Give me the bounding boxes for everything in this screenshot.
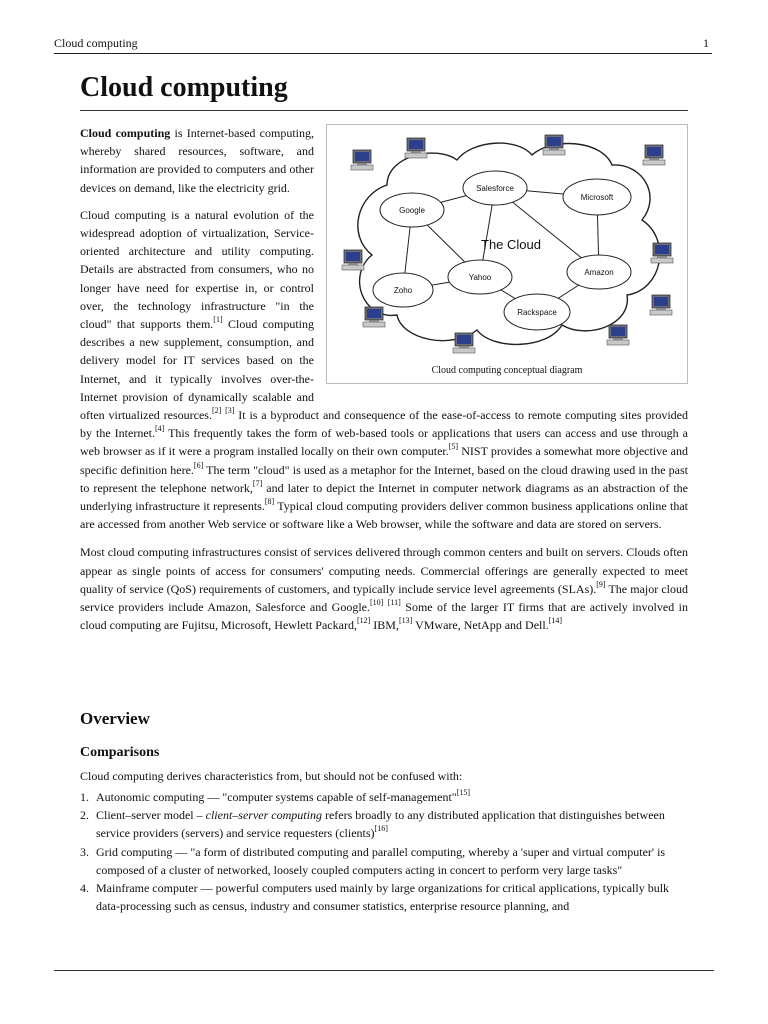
- text-run: NIST provides a somewhat more objective and specific definition here.: [80, 444, 688, 477]
- computer-icon: [643, 145, 665, 165]
- text-run: is Internet-based computing, whereby shared resources, software, and information are provided to computers and other devices on demand, like the electricity grid.: [80, 126, 314, 195]
- text-run: The major cloud service providers include Amazon, Salesforce and Google.: [80, 581, 688, 615]
- text-run: This frequently takes the form of web-based tools or applications that users can access and use through a web browser as if it were a program installed locally on their own computer.: [80, 426, 688, 459]
- cloud-diagram-figure: [326, 124, 688, 384]
- computer-icon: [405, 138, 427, 158]
- list-number: 1.: [80, 790, 89, 804]
- section-heading-overview: Overview: [80, 709, 150, 728]
- list-text: Grid computing — "a form of distributed computing and parallel computing, whereby a 'super and virtual computer' is composed of a cluster of networked, loosely coupled computers acting in concert to perform very large tasks": [96, 844, 666, 877]
- list-text: Mainframe computer — powerful computers used mainly by large organizations for critical applications, typically bulk data-processing such as census, industry and consumer statistics, enterprise resource planning, and: [96, 881, 670, 914]
- citation[interactable]: [9]: [596, 579, 606, 589]
- citation[interactable]: [4]: [154, 424, 165, 434]
- text-run: It is a byproduct and consequence of the ease-of-access to remote computing sites provided by the Internet.: [80, 408, 688, 441]
- computer-icon: [607, 325, 629, 345]
- text-run: Some of the larger IT firms that are actively involved in cloud computing are Fujitsu, Microsoft, Hewlett Packard,: [80, 600, 688, 633]
- cloud-diagram: [327, 125, 687, 361]
- citation[interactable]: [13]: [398, 616, 413, 626]
- text-run: Cloud computing describes a new supplement, consumption, and delivery model for IT services based on the Internet, and it typically involves over-the-Internet provision of dynamically scalable and often virtualized resources.: [80, 317, 315, 423]
- computer-icon: [543, 135, 565, 155]
- text-run: VMware, NetApp and Dell.: [412, 618, 549, 633]
- computer-icon: [363, 307, 385, 327]
- running-title: Cloud computing: [54, 36, 138, 50]
- citation[interactable]: [15]: [456, 788, 471, 797]
- list-number: 3.: [80, 844, 89, 859]
- citation[interactable]: [1]: [213, 315, 223, 325]
- computer-icon: [650, 295, 672, 315]
- list-item: [80, 788, 688, 806]
- list-item: [80, 806, 688, 842]
- citation[interactable]: [3]: [225, 406, 235, 416]
- list-text: refers broadly to any distributed application that distinguishes between service providers (servers) and service requesters (clients): [96, 808, 665, 841]
- citation[interactable]: [12]: [356, 616, 371, 626]
- list-number: 2.: [80, 808, 89, 823]
- figure-caption: Cloud computing conceptual diagram: [431, 365, 583, 376]
- list-number: 4.: [80, 881, 89, 896]
- subsection-heading-comparisons: Comparisons: [80, 745, 160, 760]
- footer-divider: [54, 970, 714, 971]
- node-label-amazon: Amazon: [584, 268, 614, 277]
- comparisons-list: [80, 788, 688, 915]
- text-run: Cloud computing is a natural evolution of the widespread adoption of virtualization, Service-oriented architecture and utility computing. Details are abstracted from consumers, who no longer have need for expertise in, or control over, the technology infrastructure "in the cloud" that supports them.: [80, 207, 314, 332]
- text-run: Most cloud computing infrastructures consist of services delivered through common centers and built on servers. Clouds often appear as single points of access for consumers' computing needs. Commercial offerings are generally expected to meet quality of service (QoS) requirements of customers, and typically include service level agreements (SLAs).: [80, 545, 688, 596]
- node-label-salesforce: Salesforce: [476, 184, 514, 193]
- citation[interactable]: [14]: [548, 616, 563, 626]
- citation[interactable]: [16]: [374, 824, 388, 834]
- computer-icon: [453, 333, 475, 353]
- list-text: Client–server model –: [96, 808, 206, 823]
- paragraph-3: [80, 543, 688, 634]
- citation[interactable]: [7]: [252, 478, 263, 488]
- page-number: 1: [703, 36, 709, 50]
- computer-icon: [342, 250, 364, 270]
- list-text-italic: client–server computing: [205, 808, 322, 823]
- text-run: and later to depict the Internet in computer network diagrams as an abstraction of the underlying infrastructure it represents.: [80, 480, 689, 514]
- title-divider: [80, 110, 688, 111]
- text-run: The term "cloud" is used as a metaphor for the Internet, based on the cloud drawing used in the past to represent the telephone network,: [80, 462, 688, 495]
- citation[interactable]: [10]: [369, 598, 384, 608]
- citation[interactable]: [8]: [264, 497, 275, 507]
- list-item: [80, 879, 688, 915]
- text-run: IBM,: [370, 618, 399, 633]
- node-label-rackspace: Rackspace: [517, 308, 557, 317]
- node-label-microsoft: Microsoft: [580, 193, 614, 202]
- list-text: Autonomic computing — "computer systems capable of self-management": [96, 790, 457, 804]
- term-bold: Cloud computing: [80, 126, 171, 140]
- comparisons-intro: Cloud computing derives characteristics from, but should not be confused with:: [80, 769, 463, 783]
- list-item: [80, 843, 688, 879]
- node-label-yahoo: Yahoo: [468, 273, 492, 282]
- computer-icon: [651, 243, 673, 263]
- node-label-google: Google: [399, 206, 425, 215]
- running-header: [54, 35, 712, 54]
- node-label-zoho: Zoho: [393, 286, 413, 295]
- text-run: Typical cloud computing providers deliver common business applications online that are accessed from another Web service or software like a Web browser, while the software and data are stored on servers.: [80, 499, 689, 532]
- citation[interactable]: [6]: [193, 460, 204, 470]
- computer-icon: [351, 150, 373, 170]
- citation[interactable]: [5]: [448, 442, 459, 452]
- cloud-label: The Cloud: [481, 237, 541, 252]
- citation[interactable]: [2]: [211, 406, 222, 416]
- citation[interactable]: [11]: [387, 598, 401, 608]
- page-title: Cloud computing: [80, 72, 288, 103]
- article-body: [80, 124, 688, 634]
